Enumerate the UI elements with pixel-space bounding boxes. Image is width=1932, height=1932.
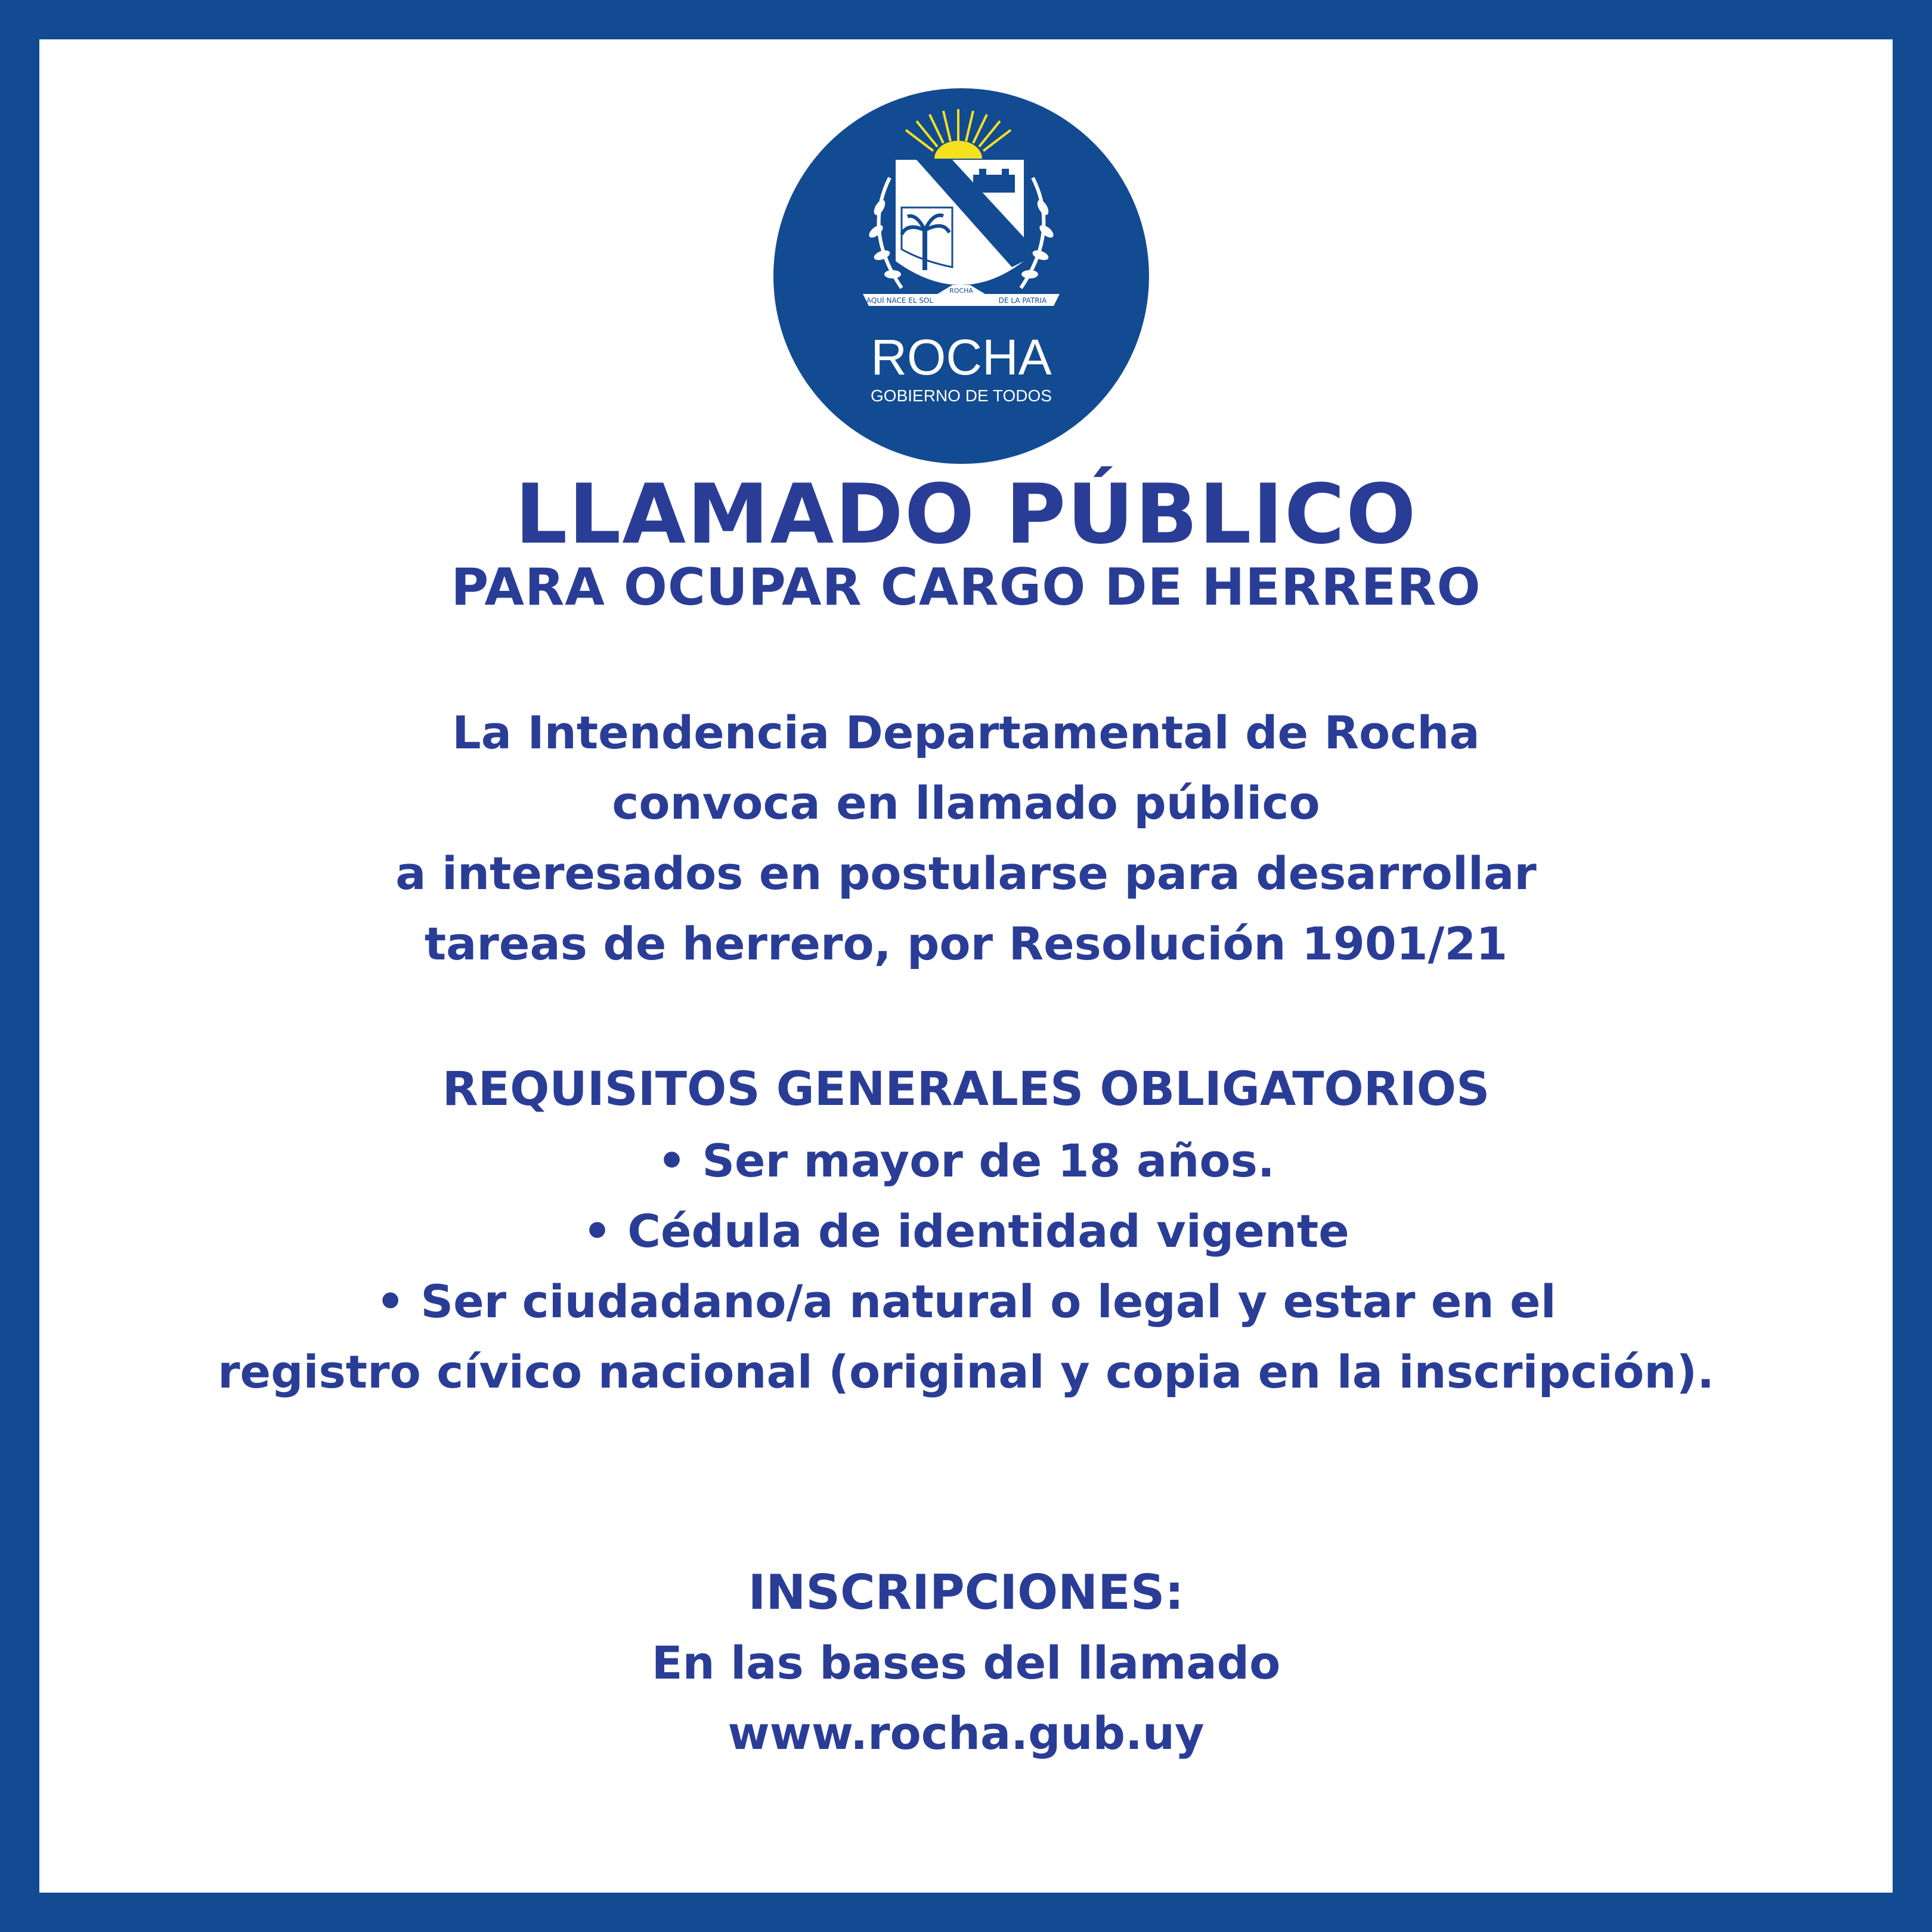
ribbon-left-text: AQUÍ NACE EL SOL: [866, 296, 934, 305]
requirement-item: registro cívico nacional (original y copia en la inscripción).: [218, 1345, 1714, 1398]
rocha-logo: [773, 88, 1149, 464]
requirement-item: • Ser mayor de 18 años.: [657, 1134, 1275, 1187]
logo-name: ROCHA: [871, 329, 1052, 385]
logo-tagline: GOBIERNO DE TODOS: [871, 386, 1052, 405]
page-title: LLAMADO PÚBLICO: [515, 466, 1417, 562]
inscriptions-heading: INSCRIPCIONES:: [748, 1565, 1184, 1620]
shield-icon: [896, 160, 1024, 285]
requirements-list: [39, 1126, 1893, 1407]
body-line: a interesados en postularse para desarrollar: [395, 847, 1537, 900]
requirement-item: • Ser ciudadano/a natural o legal y estar en el: [376, 1275, 1556, 1328]
announcement-body: [39, 698, 1893, 979]
website-link[interactable]: www.rocha.gub.uy: [727, 1707, 1205, 1760]
page-subtitle: PARA OCUPAR CARGO DE HERRERO: [451, 558, 1481, 617]
ribbon-right-text: DE LA PATRIA: [998, 296, 1047, 305]
body-line: La Intendencia Departamental de Rocha: [452, 706, 1480, 759]
inscriptions-info: [39, 1628, 1893, 1769]
requirements-heading: REQUISITOS GENERALES OBLIGATORIOS: [442, 1063, 1490, 1116]
inscriptions-line: En las bases del llamado: [651, 1636, 1281, 1689]
body-line: convoca en llamado público: [612, 776, 1320, 829]
body-line: tareas de herrero, por Resolución 1901/21: [424, 917, 1508, 970]
ribbon-center-text: ROCHA: [949, 287, 973, 295]
requirement-item: • Cédula de identidad vigente: [583, 1205, 1349, 1258]
